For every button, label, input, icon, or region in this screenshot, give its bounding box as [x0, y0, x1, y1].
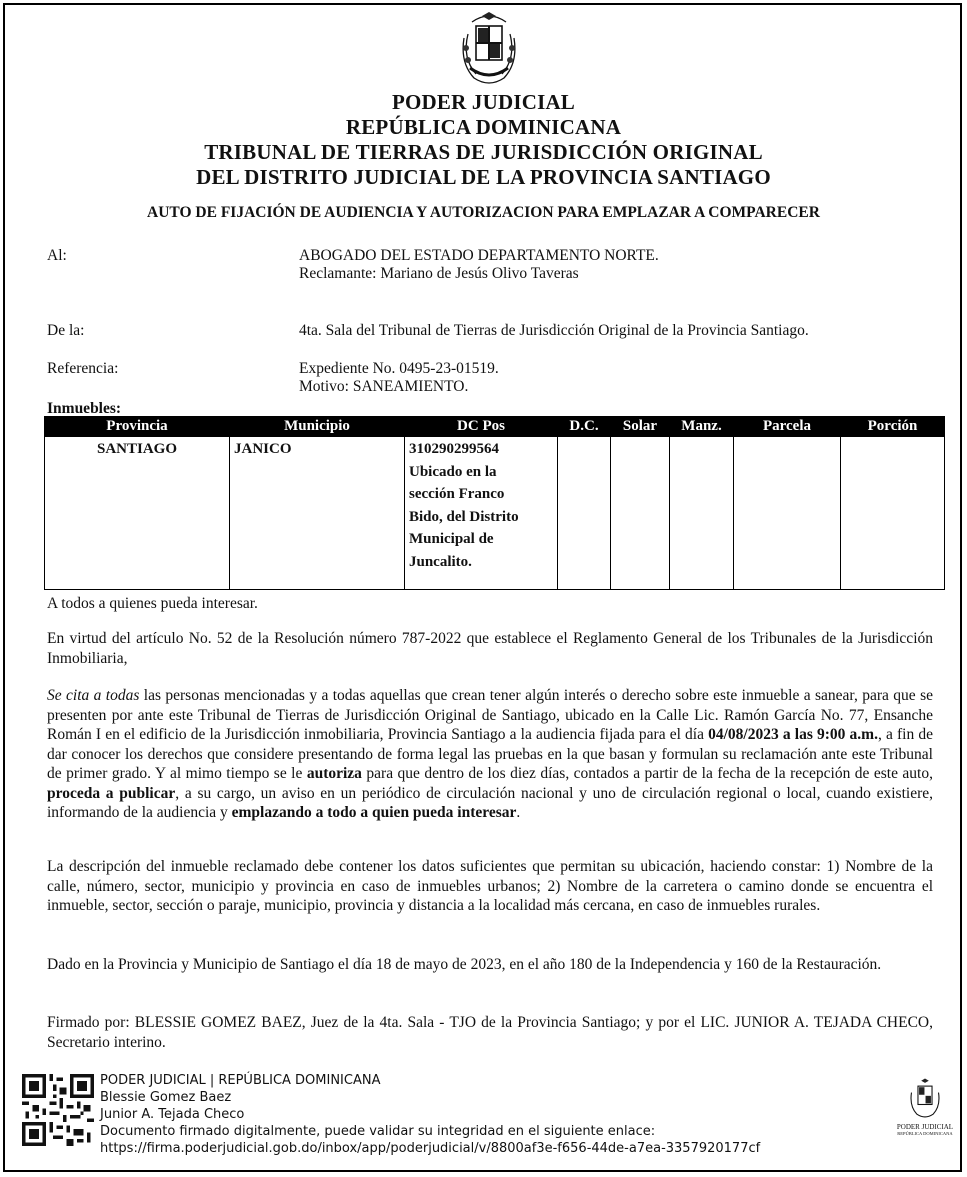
col-provincia: Provincia	[45, 417, 230, 437]
citation-text: las personas mencionadas y a todas aquellas que crean tener algún interés o derecho sobre este inmueble a sanear, para que se presenten por ante este Tribunal de Tierras de Jurisdicción Original de Santiago, ubicado en la Calle Lic. Ramón García No. 77, Ensanche Román I en el edificio de la Jurisdicción inmobiliaria, Provincia Santiago a la audiencia fijada para el día	[47, 687, 933, 743]
dela-label: De la:	[47, 322, 85, 339]
col-municipio: Municipio	[230, 417, 405, 437]
dc-pos-line: Municipal de	[409, 531, 494, 548]
citation-text: , a fin de dar conocer los derechos que considere presentando de forma legal las pruebas en la que basan y formulan su reclamación ante este Tribunal de primer grado. Y al mimo tiempo se le	[47, 726, 933, 782]
cell-municipio: JANICO	[230, 437, 405, 590]
citation-bold: proceda a publicar	[47, 784, 176, 802]
judicial-seal	[890, 1076, 960, 1148]
cell-dc	[558, 437, 611, 590]
seal-label: PODER JUDICIAL	[896, 1123, 954, 1131]
dc-pos-line: Bido, del Distrito	[409, 508, 519, 525]
citation-paragraph	[47, 686, 933, 823]
cell-porcion	[841, 437, 945, 590]
al-label: Al:	[47, 247, 67, 264]
al-value-1: ABOGADO DEL ESTADO DEPARTAMENTO NORTE.	[299, 247, 659, 264]
referencia-label: Referencia:	[47, 360, 119, 377]
footer-signer-2: Junior A. Tejada Checo	[100, 1107, 245, 1122]
table-row	[45, 437, 945, 590]
referencia-value-1: Expediente No. 0495-23-01519.	[299, 360, 499, 377]
col-dc: D.C.	[558, 417, 611, 437]
al-value-2: Reclamante: Mariano de Jesús Olivo Taveras	[299, 265, 579, 282]
institution-header	[0, 90, 967, 190]
col-solar: Solar	[611, 417, 670, 437]
citation-text: , a su cargo, un aviso en un periódico de circulación nacional y uno de circulación regional o local, cuando existiere, informando de la audiencia y	[47, 784, 934, 821]
referencia-value-2: Motivo: SANEAMIENTO.	[299, 378, 469, 395]
footer-validation-text: Documento firmado digitalmente, puede validar su integridad en el siguiente enlace:	[100, 1124, 656, 1139]
coat-of-arms-icon	[452, 8, 526, 88]
header-line-4: DEL DISTRITO JUDICIAL DE LA PROVINCIA SANTIAGO	[196, 165, 771, 189]
citation-italic: Se cita a todas	[47, 687, 140, 704]
greeting-paragraph: A todos a quienes pueda interesar.	[47, 595, 258, 612]
digital-signature-block	[100, 1072, 760, 1157]
col-porcion: Porción	[841, 417, 945, 437]
citation-bold: autoriza	[306, 765, 362, 782]
inmuebles-table	[44, 416, 945, 590]
header-line-3: TRIBUNAL DE TIERRAS DE JURISDICCIÓN ORIGINAL	[204, 140, 763, 164]
footer-signer-1: Blessie Gomez Baez	[100, 1090, 232, 1105]
seal-crest-icon	[905, 1076, 945, 1120]
description-paragraph: La descripción del inmueble reclamado debe contener los datos suficientes que permitan su ubicación, haciendo constar: 1) Nombre de la calle, número, sector, municipio y provincia en caso de inmuebles urbanos; 2) Nombre de la carretera o camino donde se encuentra el inmueble, sector, sección o paraje, municipio, provincia y distancia a la localidad más cercana, en caso de inmuebles rurales.	[47, 858, 933, 914]
cell-provincia: SANTIAGO	[45, 437, 230, 590]
header-line-2: REPÚBLICA DOMINICANA	[345, 115, 622, 139]
date-paragraph: Dado en la Provincia y Municipio de Santiago el día 18 de mayo de 2023, en el año 180 de la Independencia y 160 de la Restauración.	[47, 956, 882, 973]
citation-text: .	[516, 804, 521, 821]
cell-solar	[611, 437, 670, 590]
hearing-date: 04/08/2023 a las 9:00 a.m.	[708, 726, 878, 743]
col-manz: Manz.	[670, 417, 734, 437]
col-dc-pos: DC Pos	[405, 417, 558, 437]
dc-pos-line: sección Franco	[409, 486, 505, 503]
footer-institution: PODER JUDICIAL | REPÚBLICA DOMINICANA	[100, 1073, 381, 1088]
qr-code-icon	[22, 1074, 94, 1146]
signature-paragraph: Firmado por: BLESSIE GOMEZ BAEZ, Juez de la 4ta. Sala - TJO de la Provincia Santiago; y por el LIC. JUNIOR A. TEJADA CHECO, Secretario interino.	[47, 1014, 933, 1051]
document-title: AUTO DE FIJACIÓN DE AUDIENCIA Y AUTORIZACION PARA EMPLAZAR A COMPARECER	[147, 204, 820, 221]
footer-validation-link[interactable]: https://firma.poderjudicial.gob.do/inbox/app/poderjudicial/v/8800af3e-f656-44de-a7ea-3357920177cf	[100, 1141, 761, 1156]
inmuebles-label: Inmuebles:	[47, 400, 122, 417]
citation-bold: emplazando a todo a quien pueda interesar	[231, 804, 517, 821]
legal-basis-paragraph: En virtud del artículo No. 52 de la Resolución número 787-2022 que establece el Reglamento General de los Tribunales de la Jurisdicción Inmobiliaria,	[47, 630, 933, 667]
dela-value: 4ta. Sala del Tribunal de Tierras de Jurisdicción Original de la Provincia Santiago.	[299, 322, 809, 339]
dc-pos-line: Juncalito.	[409, 553, 472, 570]
col-parcela: Parcela	[734, 417, 841, 437]
header-line-1: PODER JUDICIAL	[391, 90, 576, 114]
cell-manz	[670, 437, 734, 590]
citation-text: para que dentro de los diez días, contados a partir de la fecha de la recepción de este auto,	[361, 765, 933, 782]
table-header-row	[45, 417, 945, 437]
dc-pos-line: 310290299564	[409, 441, 499, 457]
cell-dc-pos	[405, 437, 558, 590]
dc-pos-line: Ubicado en la	[409, 463, 497, 480]
cell-parcela	[734, 437, 841, 590]
seal-sublabel: REPÚBLICA DOMINICANA	[897, 1131, 953, 1136]
